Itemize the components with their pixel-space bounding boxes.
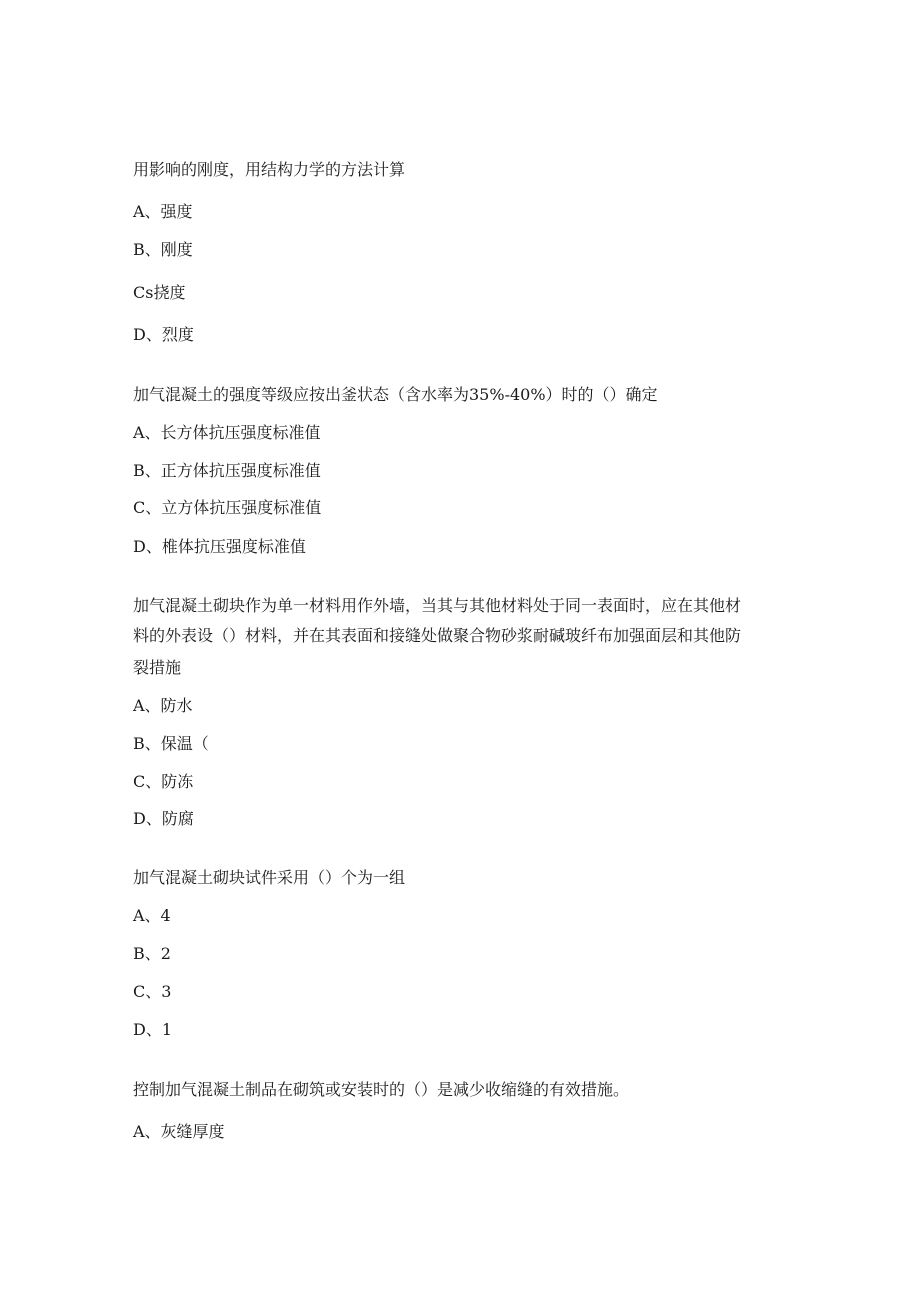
question-1-option-d: D、烈度 [133,325,194,344]
question-3-option-d: D、防腐 [133,809,194,828]
question-1-text-line-1: 用影响的刚度，用结构力学的方法计算 [133,160,406,179]
question-3-text-line-2: 料的外表设（）材料，并在其表面和接缝处做聚合物砂浆耐碱玻纤布加强面层和其他防 [133,626,742,645]
question-2-option-a: A、长方体抗压强度标准值 [133,423,321,442]
question-3-option-a: A、防水 [133,696,193,715]
question-3-text-line-3: 裂措施 [133,658,182,677]
question-4-option-a: A、4 [133,906,171,925]
question-2-option-b: B、正方体抗压强度标准值 [133,461,321,480]
question-4-option-b: B、2 [133,944,171,963]
question-1-option-b: B、刚度 [133,240,193,259]
question-4-option-d: D、1 [133,1020,173,1039]
question-1-option-c: Cs挠度 [133,283,186,302]
question-5-text-line-1: 控制加气混凝土制品在砌筑或安装时的（）是减少收缩缝的有效措施。 [133,1080,630,1099]
question-1-option-a: A、强度 [133,202,193,221]
question-4-text-line-1: 加气混凝土砌块试件采用（）个为一组 [133,868,406,887]
question-3-text-line-1: 加气混凝土砌块作为单一材料用作外墙，当其与其他材料处于同一表面时，应在其他材 [133,596,742,615]
question-3-option-c: C、防冻 [133,772,194,791]
question-2-option-c: C、立方体抗压强度标准值 [133,498,322,517]
question-4-option-c: C、3 [133,982,172,1001]
question-3-option-b: B、保温（ [133,734,209,753]
question-2-option-d: D、椎体抗压强度标准值 [133,537,306,556]
question-2-text-line-1: 加气混凝土的强度等级应按出釜状态（含水率为35%-40%）时的（）确定 [133,385,658,404]
question-5-option-a: A、灰缝厚度 [133,1122,225,1141]
